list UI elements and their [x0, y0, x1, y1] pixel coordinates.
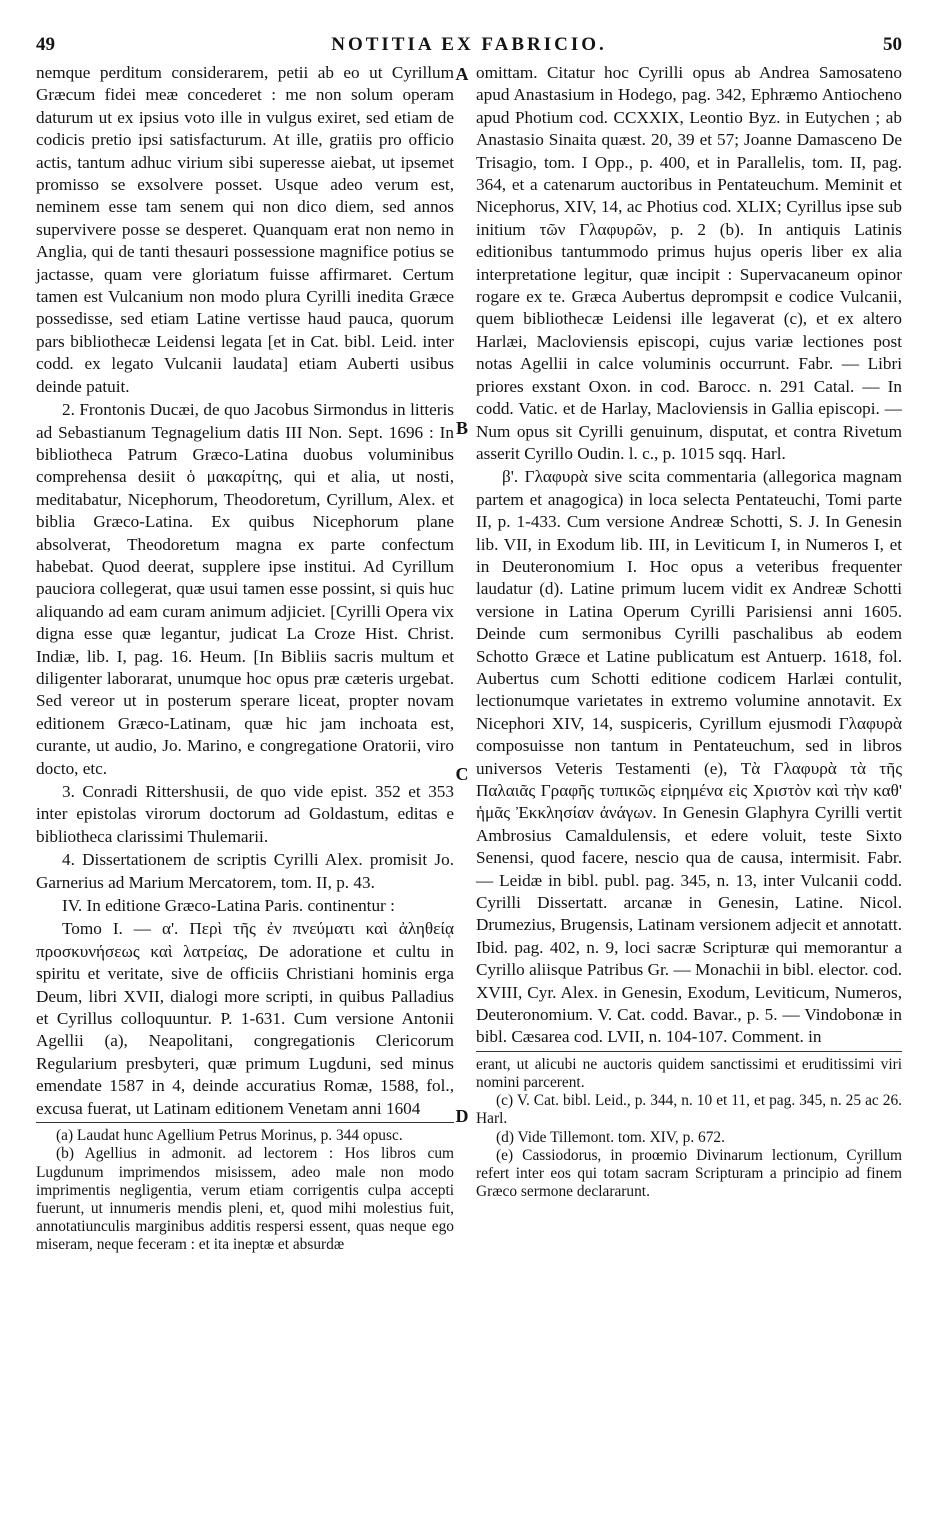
- footnote-a: (a) Laudat hunc Agellium Petrus Morinus, p. 344 opusc.: [56, 1127, 403, 1145]
- footnote-e: (e) Cassiodorus, in proœmio Divinarum lectionum, Cyrillum refert inter eos qui totam sacram Scripturam a principio ad finem Græco sermone declararunt.: [476, 1146, 902, 1201]
- left-paragraph-4: 4. Dissertationem de scriptis Cyrilli Alex. promisit Jo. Garnerius ad Marium Mercatorem, tom. II, p. 43.: [36, 850, 454, 892]
- page-number-left: 49: [36, 34, 55, 55]
- left-section-heading: IV. In editione Græco-Latina Paris. continentur :: [62, 896, 395, 916]
- footnote-divider-right: [476, 1051, 902, 1052]
- right-paragraph-2: β'. Γλαφυρὰ sive scita commentaria (allegorica magnam partem et anagogica) in loca selecta Pentateuchi, Tomi parte II, p. 1-433. Cum versione Andreæ Schotti, S. J. In Genesin lib. VII, in Exodum lib. III, in Leviticum I, in Numeros I, et in Deuteronomium I. Hoc opus a veteribus frequenter laudatur (d). Latine primum lucem vidit ex Andreæ Schotti versione in Latina Operum Cyrilli Parisiensi anni 1605. Deinde cum sermonibus Cyrilli paschalibus ab eodem Schotto Græce et Latine publicatum est Antuerp. 1618, fol. Aubertus cum Schotti editione codicem Harlæi contulit, lectionumque varietates in extremo volumine annotavit. Ex Nicephori XIV, 14, suspiceris, Cyrillum ejusmodi Γλαφυρὰ composuisse non tantum in Pentateuchum, sed in libros universos Veteris Testamenti (e), Τὰ Γλαφυρὰ τὰ τῆς Παλαιᾶς Γραφῆς τυπικῶς εἰρημένα εἰς Χριστὸν καὶ τὴν καθ' ἡμᾶς Ἐκκλησίαν ἀνάγων. In Genesin Glaphyra Cyrilli vertit Ambrosius Camaldulensis, et edere voluit, teste Sixto Senensi, quod facere, nescio qua de causa, intermisit. Fabr. — Leidæ in bibl. publ. pag. 345, n. 13, inter Vulcanii codd. Cyrilli Dissertatt. arcanæ in Genesin, Latine. Nicol. Drumezius, Brugensis, Latinam versionem adjecit et annotatt. Ibid. pag. 402, n. 9, loci sacræ Scripturæ qui memorantur a Cyrillo aliisque Patribus Gr. — Monachii in bibl. elector. cod. XVIII, Cyr. Alex. in Genesin, Exodum, Leviticum, Numeros, Deuteronomium. V. Cat. codd. Bavar., p. 5. — Vindobonæ in bibl. Cæsarea cod. LVII, n. 104-107. Comment. in: [476, 467, 902, 1047]
- left-column: [36, 62, 454, 1255]
- page-number-right: 50: [883, 34, 902, 55]
- footnote-b: (b) Agellius in admonit. ad lectorem : Hos libros cum Lugdunum imprimendos misissem, adeo male non modo imprimentis negligentia, verum etiam corrigentis culpa accepti fuerunt, ut innumeris mendis pleni, et, quod mihi molestius fuit, annotatiunculis marginibus additis respersi essent, quas neque ego miseram, neque feceram : et ita ineptæ et absurdæ: [36, 1145, 454, 1254]
- running-title: NOTITIA EX FABRICIO.: [331, 34, 607, 55]
- left-footnotes: [36, 1127, 454, 1254]
- margin-letter-c: C: [455, 764, 469, 784]
- left-paragraph-tomo-1: Tomo I. — α'. Περὶ τῆς ἐν πνεύματι καὶ ἀληθείᾳ προσκυνήσεως καὶ λατρείας, De adoratione et cultu in spiritu et veritate, sive de officiis Christiani hominis erga Deum, libri XVII, dialogi more scripti, in quibus Palladius et Cyrillus colloquuntur. P. 1-631. Cum versione Antonii Agellii (a), Neapolitani, congregationis Clericorum Regularium presbyteri, quæ primum Lugduni, sed minus emendate 1587 in 4, deinde accuratius Romæ, 1588, fol., excusa fuerat, ut Latinam editionem Venetam anni 1604: [36, 919, 454, 1118]
- footnote-divider-left: [36, 1122, 454, 1123]
- page-header: [36, 34, 902, 58]
- right-column: [476, 62, 902, 1202]
- footnote-b-continued: erant, ut alicubi ne auctoris quidem sanctissimi et eruditissimi viri nomini parcerent.: [476, 1055, 902, 1092]
- right-paragraph-1: omittam. Citatur hoc Cyrilli opus ab Andrea Samosateno apud Anastasium in Hodego, pag. 342, Ephræmo Antiocheno apud Photium cod. CCXXIX, Leontio Byz. in Eutychen ; ab Anastasio Sinaita quæst. 20, 39 et 57; Joanne Damasceno De Trisagio, tom. I Opp., p. 400, et in Parallelis, tom. II, pag. 364, et a catenarum auctoribus in Pentateuchum. Meminit et Nicephorus, XIV, 14, ac Photius cod. XLIX; Cyrillus ipse sub initium τῶν Γλαφυρῶν, p. 2 (b). In antiquis Latinis editionibus tantummodo primus hujus operis liber ex alia interpretatione legitur, quæ incipit : Supervacaneum opinor rogare ex te. Græca Aubertus deprompsit e codice Vulcanii, quem bibliothecæ Leidensi ille legaverat (c), et ex altero Harlæi, Macloviensis episcopi, cujus variæ lectiones post notas Agellii in calce voluminis occurrunt. Fabr. — Libri priores exstant Oxon. in cod. Barocc. n. 291 Catal. — In codd. Vatic. et de Harlay, Macloviensis in Gallia episcopi. — Num opus sit Cyrilli genuinum, disputat, et contra Rivetum asserit Cyrillo Oudin. l. c., p. 1015 sqq. Harl.: [476, 63, 902, 463]
- margin-letter-b: B: [455, 418, 468, 438]
- left-paragraph-2: 2. Frontonis Ducæi, de quo Jacobus Sirmondus in litteris ad Sebastianum Tegnagelium datis III Non. Sept. 1696 : In bibliotheca Patrum Græco-Latina duobus voluminibus comprehensa desiit ὁ μακαρίτης, qui et alia, ut nosti, meditabatur, Nicephorum, Theodoretum, Cyrillum, Alex. et biblia Græco-Latina. Ex quibus Nicephorum plane absolverat, Theodoretum magna ex parte confectum habebat. Quod deerat, supplere ipse institui. Ad Cyrillum pauciora collegerat, quæ usui tamen esse possint, si quis huc aliquando ad eam curam animum adjiciet. [Cyrilli Opera vix digna esse quæ legantur, judicat La Croze Hist. Christ. Indiæ, lib. I, pag. 16. Heum. [In Bibliis sacris multum et diligenter laborarat, unumque hoc opus præ cæteris urgebat. Sed vereor ut in posterum sperare liceat, propter novam editionem Græco-Latinam, quæ hic jam inchoata est, curante, ut audio, Jo. Marino, e congregatione Oratorii, viro docto, etc.: [36, 400, 454, 778]
- left-paragraph-3: 3. Conradi Rittershusii, de quo vide epist. 352 et 353 inter epistolas virorum doctorum ad Goldastum, editas e bibliotheca clarissimi Thulemarii.: [36, 782, 454, 846]
- footnote-c: (c) V. Cat. bibl. Leid., p. 344, n. 10 et 11, et pag. 345, n. 25 ac 26. Harl.: [476, 1092, 902, 1128]
- footnote-d: (d) Vide Tillemont. tom. XIV, p. 672.: [496, 1128, 725, 1146]
- left-paragraph-1: nemque perditum considerarem, petii ab eo ut Cyrillum Græcum fidei meæ concederet : me non solum operam daturum ut ex ipsius voto ille in vulgus exiret, sed etiam de codicis pretio ipsi satisfacturum. At ille, gratiis pro officio actis, tantum adhuc virium sibi superesse aiebat, ut ipsemet promisso se exsolvere posset. Usque adeo verum est, neminem esse tam senem qui non dico diem, sed annos supervivere posse se desperet. Quanquam erat non nemo in Anglia, qui de tanti thesauri possessione magnifice potius se jactasse, quam vere gloriatum fuisse affirmaret. Certum tamen est Vulcanium non modo plura Cyrilli inedita Græce possedisse, sed etiam Latine vertisse haud pauca, quorum pars bibliothecæ Leidensi legata [et in Cat. bibl. Leid. inter codd. ex legato Vulcanii laudata] etiam Auberti usibus deinde patuit.: [36, 63, 454, 396]
- right-footnotes: [476, 1056, 902, 1202]
- margin-letter-d: D: [455, 1106, 469, 1126]
- margin-letter-a: A: [455, 64, 469, 84]
